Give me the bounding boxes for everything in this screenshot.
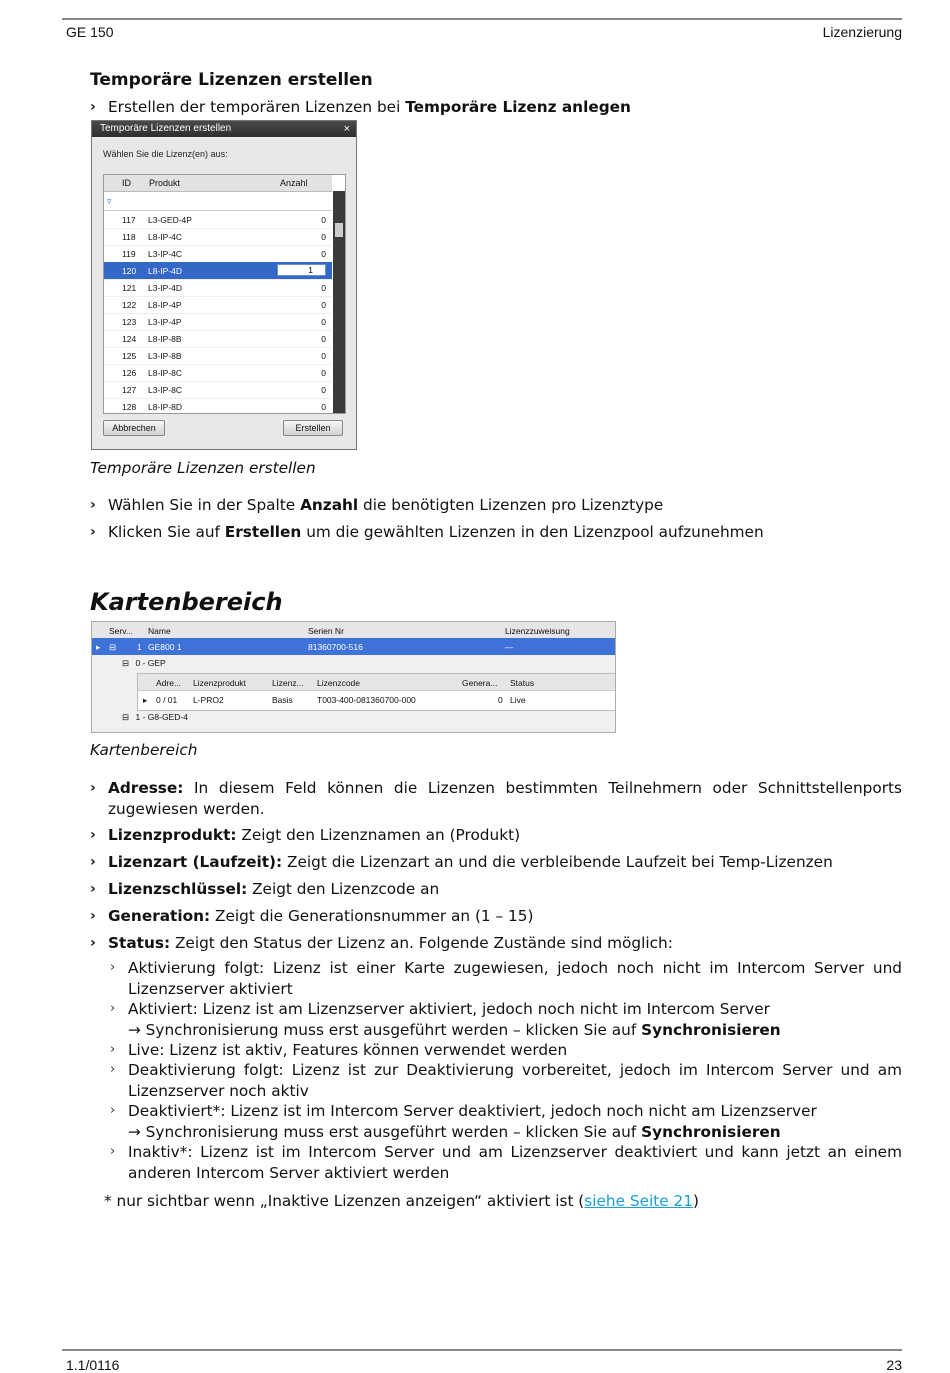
page-link[interactable]: siehe Seite 21 [584, 1192, 693, 1210]
row-license-type: Basis [272, 695, 293, 705]
row-count[interactable]: 0 [321, 334, 326, 344]
license-row[interactable] [104, 313, 332, 331]
card-area-table [91, 621, 616, 733]
row-assign: --- [505, 642, 514, 652]
header-rule [62, 18, 902, 20]
license-row[interactable] [104, 296, 332, 314]
chevron-right-outline-icon: › [110, 1144, 116, 1159]
figure-caption-1: Temporäre Lizenzen erstellen [90, 459, 316, 477]
collapse-icon[interactable]: ⊟ [122, 658, 130, 668]
expand-minus-icon[interactable]: ⊟ [109, 642, 117, 652]
row-id: 117 [122, 215, 136, 225]
license-row[interactable] [104, 381, 332, 399]
row-pointer-icon: ▸ [143, 695, 148, 705]
chevron-right-icon: › [90, 497, 96, 513]
intro-bullet: › Erstellen der temporären Lizenzen bei Temporäre Lizenz anlegen [90, 98, 631, 116]
state-activated: › Aktiviert: Lizenz ist am Lizenzserver aktiviert, jedoch noch nicht im Intercom Server → Synchronisierung muss erst ausgeführt werden – klicken Sie auf Synchronisieren [110, 1000, 781, 1039]
field-license-type: › Lizenzart (Laufzeit): Zeigt die Lizenzart an und die verbleibende Laufzeit bei Temp-Lizenzen [90, 853, 833, 871]
license-row[interactable] [104, 279, 332, 297]
row-license-code: T003-400-081360700-000 [317, 695, 416, 705]
field-status: › Status: Zeigt den Status der Lizenz an. Folgende Zustände sind möglich: [90, 934, 673, 952]
row-product: L8-IP-8C [148, 368, 183, 378]
chevron-right-icon: › [90, 99, 96, 115]
row-generation: 0 [498, 695, 503, 705]
row-id: 118 [122, 232, 136, 242]
dialog-titlebar [92, 121, 356, 137]
row-count[interactable]: 0 [321, 368, 326, 378]
card-table-header [92, 622, 615, 639]
footer-page-number: 23 [886, 1357, 902, 1373]
row-count[interactable]: 0 [321, 351, 326, 361]
footnote: * nur sichtbar wenn „Inaktive Lizenzen anzeigen“ aktiviert ist (siehe Seite 21) [104, 1192, 699, 1210]
temp-license-dialog [91, 120, 357, 450]
license-row[interactable] [104, 245, 332, 263]
row-id: 128 [122, 402, 137, 412]
footer-rule [62, 1349, 902, 1351]
license-row[interactable] [104, 211, 332, 229]
field-generation: › Generation: Zeigt die Generationsnummer an (1 – 15) [90, 907, 534, 925]
col-assign[interactable]: Lizenzzuweisung [505, 626, 570, 636]
row-name: GE800 1 [148, 642, 182, 652]
field-license-key: › Lizenzschlüssel: Zeigt den Lizenzcode an [90, 880, 440, 898]
dialog-title: Temporäre Lizenzen erstellen [100, 123, 232, 134]
state-deactivated: › Deaktiviert*: Lizenz ist im Intercom Server deaktiviert, jedoch noch nicht am Lizenzserver → Synchronisierung muss erst ausgeführt werden – klicken Sie auf Synchronisieren [110, 1102, 817, 1141]
license-row[interactable] [104, 330, 332, 348]
row-product: L8-IP-4C [148, 232, 183, 242]
col-product[interactable]: Produkt [149, 178, 181, 188]
chevron-right-icon: › [90, 881, 96, 897]
row-product: L3-IP-8C [148, 385, 183, 395]
row-license-product: L-PRO2 [193, 695, 224, 705]
header-product: GE 150 [66, 24, 114, 40]
license-grid [103, 174, 346, 414]
row-product: L8-IP-4P [148, 300, 182, 310]
row-product: L8-IP-8B [148, 334, 182, 344]
chevron-right-outline-icon: › [110, 1103, 116, 1118]
row-count[interactable]: 0 [321, 317, 326, 327]
section-title-card-area: Kartenbereich [90, 588, 283, 616]
col-serv[interactable]: Serv... [109, 626, 133, 636]
figure-caption-2: Kartenbereich [90, 741, 198, 759]
license-row[interactable] [104, 364, 332, 382]
row-id: 123 [122, 317, 137, 327]
cancel-button[interactable]: Abbrechen [103, 420, 165, 436]
license-row[interactable] [104, 228, 332, 246]
section-title-temp-licenses: Temporäre Lizenzen erstellen [90, 70, 373, 90]
col-serial[interactable]: Serien Nr [308, 626, 344, 636]
row-product: L3-IP-4P [148, 317, 182, 327]
chevron-right-outline-icon: › [110, 1062, 116, 1077]
row-id: 120 [122, 266, 137, 276]
group-ged-label: 1 - G8-GED-4 [135, 712, 188, 722]
footer-version: 1.1/0116 [66, 1357, 120, 1373]
col-license-code[interactable]: Lizenzcode [317, 678, 361, 688]
row-count[interactable]: 0 [321, 283, 326, 293]
field-address: › Adresse: In diesem Feld können die Lizenzen bestimmten Teilnehmern oder Schnittstellenports zugewiesen werden. [90, 779, 902, 818]
scroll-thumb[interactable] [335, 223, 343, 237]
col-generation[interactable]: Genera... [462, 678, 498, 688]
field-license-product: › Lizenzprodukt: Zeigt den Lizenznamen an (Produkt) [90, 826, 521, 844]
state-inactive: › Inaktiv*: Lizenz ist im Intercom Server und am Lizenzserver deaktiviert und kann jetzt an einem anderen Intercom Server aktiviert werden [110, 1143, 902, 1182]
chevron-right-icon: › [90, 524, 96, 540]
license-row[interactable] [104, 398, 332, 414]
subtable-row[interactable] [138, 691, 616, 708]
group-gep-label: 0 - GEP [135, 658, 166, 668]
collapse-icon[interactable]: ⊟ [122, 712, 130, 722]
row-expander-icon[interactable]: ▸ [96, 642, 101, 652]
card-row-selected[interactable] [92, 638, 615, 655]
row-count[interactable]: 0 [321, 232, 326, 242]
row-count[interactable]: 0 [321, 385, 326, 395]
row-product: L8-IP-8D [148, 402, 183, 412]
create-button[interactable]: Erstellen [283, 420, 343, 436]
chevron-right-icon: › [90, 935, 96, 951]
row-product: L3-IP-4C [148, 249, 183, 259]
row-product: L3-IP-8B [148, 351, 182, 361]
state-live: › Live: Lizenz ist aktiv, Features können verwendet werden [110, 1041, 568, 1059]
row-number: 1 [137, 642, 142, 652]
row-product: L8-IP-4D [148, 266, 183, 276]
col-license-type[interactable]: Lizenz... [272, 678, 304, 688]
grid-filter-row[interactable] [104, 192, 332, 211]
row-product: L3-GED-4P [148, 215, 192, 225]
header-chapter: Lizenzierung [822, 24, 902, 40]
grid-header [104, 175, 332, 192]
group-gep[interactable] [122, 658, 166, 669]
step-bullet-2: › Klicken Sie auf Erstellen um die gewählten Lizenzen in den Lizenzpool aufzunehmen [90, 523, 764, 541]
state-deactivation-pending: › Deaktivierung folgt: Lizenz ist zur Deaktivierung vorbereitet, jedoch im Intercom Server und am Lizenzserver noch aktiv [110, 1061, 902, 1100]
col-status[interactable]: Status [510, 678, 535, 688]
grid-scrollbar[interactable] [333, 191, 345, 413]
chevron-right-outline-icon: › [110, 1042, 116, 1057]
group-ged[interactable] [122, 712, 188, 723]
row-product: L3-IP-4D [148, 283, 183, 293]
row-id: 124 [122, 334, 137, 344]
row-id: 125 [122, 351, 137, 361]
chevron-right-icon: › [90, 908, 96, 924]
row-serial: 81360700-516 [308, 642, 363, 652]
step-bullet-1: › Wählen Sie in der Spalte Anzahl die benötigten Lizenzen pro Lizenztype [90, 496, 664, 514]
col-id[interactable]: ID [122, 178, 131, 188]
row-address: 0 / 01 [156, 695, 178, 705]
license-row[interactable] [104, 262, 332, 280]
row-id: 127 [122, 385, 137, 395]
row-id: 126 [122, 368, 137, 378]
dialog-label: Wählen Sie die Lizenz(en) aus: [103, 149, 228, 159]
state-activation-pending: › Aktivierung folgt: Lizenz ist einer Karte zugewiesen, jedoch noch nicht im Intercom Server und Lizenzserver aktiviert [110, 959, 902, 998]
filter-icon[interactable]: ▿ [107, 196, 112, 206]
row-id: 122 [122, 300, 137, 310]
chevron-right-icon: › [90, 854, 96, 870]
col-license-product[interactable]: Lizenzprodukt [193, 678, 246, 688]
chevron-right-outline-icon: › [110, 1001, 116, 1016]
license-row[interactable] [104, 347, 332, 365]
subtable-header [138, 674, 616, 691]
row-id: 121 [122, 283, 137, 293]
row-count[interactable]: 0 [321, 215, 326, 225]
row-count[interactable]: 0 [321, 300, 326, 310]
row-id: 119 [122, 249, 136, 259]
chevron-right-outline-icon: › [110, 960, 116, 975]
row-status: Live [510, 695, 526, 705]
col-count[interactable]: Anzahl [280, 178, 308, 188]
chevron-right-icon: › [90, 827, 96, 843]
close-icon[interactable]: × [343, 123, 350, 135]
col-address[interactable]: Adre... [156, 678, 182, 688]
row-count[interactable]: 1 [277, 264, 326, 276]
col-name[interactable]: Name [148, 626, 171, 636]
row-count[interactable]: 0 [321, 402, 326, 412]
chevron-right-icon: › [90, 780, 96, 796]
row-count[interactable]: 0 [321, 249, 326, 259]
license-subtable [137, 673, 616, 711]
